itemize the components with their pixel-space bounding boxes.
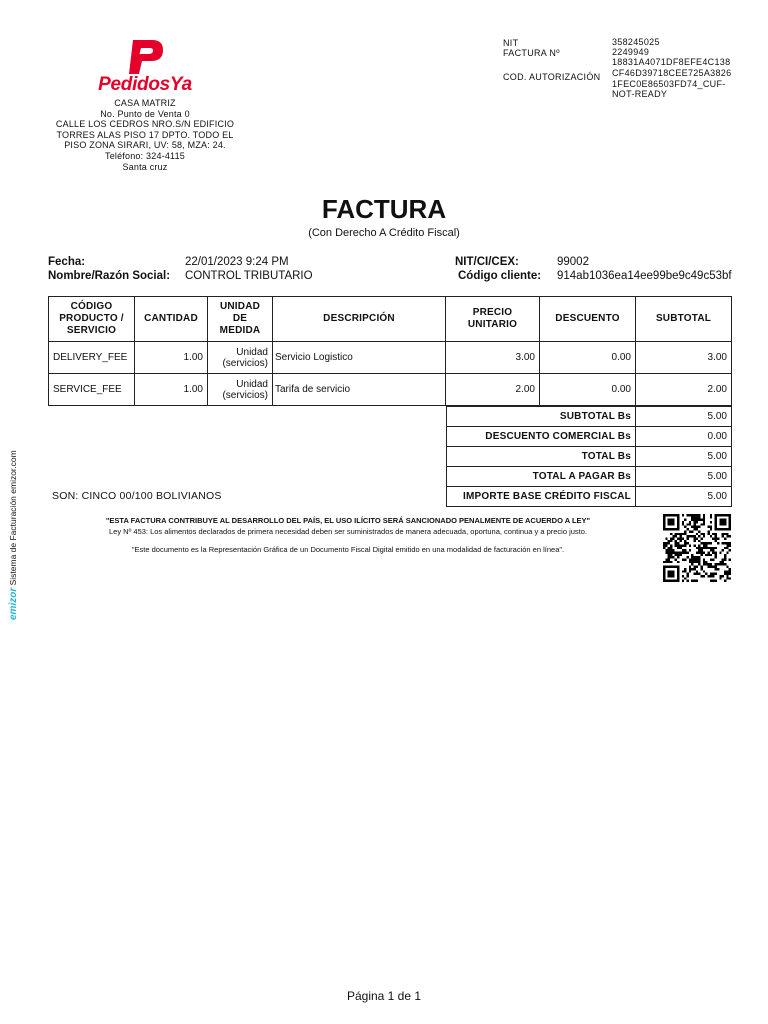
unit-text: Unidad [236, 346, 268, 358]
col-header-codigo [49, 297, 135, 342]
emizor-brand: emizor [8, 587, 19, 620]
digital-document-notice: "Este documento es la Representación Gráfica de un Documento Fiscal Digital emitido en una modalidad de facturación en línea". [131, 545, 565, 554]
cell-descuento: 0.00 [540, 342, 636, 374]
header-text: MEDIDA [219, 325, 261, 336]
company-line: Teléfono: 324-4115 [105, 150, 185, 161]
totals-row [447, 467, 732, 487]
brand-name: PedidosYa [98, 74, 192, 95]
col-header-unidad [208, 297, 273, 342]
descuento-comercial-label: DESCUENTO COMERCIAL Bs [447, 427, 636, 447]
nombre-value: CONTROL TRIBUTARIO [185, 270, 313, 282]
header-text: SERVICIO [66, 325, 117, 336]
header-text: PRODUCTO / [59, 313, 124, 324]
authorization-code-line: CF46D39718CEE725A3826 [612, 68, 732, 78]
emizor-text: Sistema de Facturación emizor.com [8, 450, 18, 586]
nit-label: NIT [503, 38, 519, 48]
table-row [49, 342, 732, 374]
header-text: DE [232, 313, 248, 324]
header-text: PRECIO [472, 307, 513, 318]
col-header-descuento: DESCUENTO [540, 297, 636, 342]
cell-descuento: 0.00 [540, 374, 636, 406]
subtotal-value: 5.00 [636, 407, 732, 427]
codigo-cliente-label: Código cliente: [458, 270, 542, 282]
totals-row [447, 407, 732, 427]
nit-value: 358245025 [612, 37, 660, 47]
company-line: Santa cruz [122, 161, 168, 172]
col-header-cantidad: CANTIDAD [135, 297, 208, 342]
cell-cantidad: 1.00 [135, 342, 208, 374]
table-header-row [49, 297, 732, 342]
fecha-label: Fecha: [48, 256, 86, 268]
nit-ci-value: 99002 [557, 256, 589, 268]
cell-subtotal: 3.00 [636, 342, 732, 374]
page-number: Página 1 de 1 [346, 989, 422, 1003]
fecha-value: 22/01/2023 9:24 PM [185, 256, 289, 268]
items-table [48, 296, 732, 406]
total-pagar-value: 5.00 [636, 467, 732, 487]
header-text: UNITARIO [467, 319, 518, 330]
brand-logo [60, 38, 230, 96]
cell-precio: 2.00 [446, 374, 540, 406]
authorization-code-label: COD. AUTORIZACIÓN [503, 72, 601, 82]
law-notice: Ley Nº 453: Los alimentos declarados de primera necesidad deben ser suministrados de manera adecuada, oportuna, continua y a precio justo. [108, 527, 588, 536]
company-line: CALLE LOS CEDROS NRO.S/N EDIFICIO [55, 119, 235, 130]
total-label: TOTAL Bs [447, 447, 636, 467]
document-title: FACTURA [321, 194, 447, 224]
cell-precio: 3.00 [446, 342, 540, 374]
cell-descripcion: Tarifa de servicio [273, 374, 446, 406]
total-value: 5.00 [636, 447, 732, 467]
descuento-comercial-value: 0.00 [636, 427, 732, 447]
cell-cantidad: 1.00 [135, 374, 208, 406]
subtotal-label: SUBTOTAL Bs [447, 407, 636, 427]
header-text: UNIDAD [219, 301, 261, 312]
unit-text: (servicios) [222, 389, 268, 401]
document-subtitle: (Con Derecho A Crédito Fiscal) [308, 227, 460, 239]
header-text: CÓDIGO [70, 301, 113, 312]
authorization-code-line: 18831A4071DF8EFE4C138 [612, 57, 731, 67]
cell-descripcion: Servicio Logistico [273, 342, 446, 374]
importe-base-label: IMPORTE BASE CRÉDITO FISCAL [447, 487, 636, 507]
nombre-label: Nombre/Razón Social: [48, 270, 171, 282]
cell-unidad [208, 342, 273, 374]
total-pagar-label: TOTAL A PAGAR Bs [447, 467, 636, 487]
cell-codigo: SERVICE_FEE [49, 374, 135, 406]
totals-row [447, 487, 732, 507]
factura-number-value: 2249949 [612, 47, 650, 57]
authorization-code-line: NOT-READY [612, 89, 668, 99]
cell-subtotal: 2.00 [636, 374, 732, 406]
legal-notice: "ESTA FACTURA CONTRIBUYE AL DESARROLLO DEL PAÍS, EL USO ILÍCITO SERÁ SANCIONADO PENALMENTE DE ACUERDO A LEY" [105, 516, 591, 525]
unit-text: Unidad [236, 378, 268, 390]
factura-number-label: FACTURA Nº [503, 48, 560, 58]
totals-row [447, 427, 732, 447]
unit-text: (servicios) [222, 357, 268, 369]
emizor-side-label [8, 450, 19, 620]
qr-code-icon [663, 514, 731, 587]
company-line: PISO ZONA SIRARI, UV: 58, MZA: 24. [64, 140, 226, 151]
importe-base-value: 5.00 [636, 487, 732, 507]
totals-table [446, 406, 732, 507]
nit-ci-label: NIT/CI/CEX: [455, 256, 519, 268]
pedidosya-logo-icon [125, 38, 165, 76]
authorization-code-line: 1FEC0E86503FD74_CUF- [612, 79, 726, 89]
company-info [40, 98, 250, 172]
cell-codigo: DELIVERY_FEE [49, 342, 135, 374]
col-header-subtotal: SUBTOTAL [636, 297, 732, 342]
table-row [49, 374, 732, 406]
amount-in-words: SON: CINCO 00/100 BOLIVIANOS [52, 490, 222, 502]
company-line: CASA MATRIZ [114, 98, 176, 108]
col-header-precio [446, 297, 540, 342]
col-header-descripcion: DESCRIPCIÓN [273, 297, 446, 342]
cell-unidad [208, 374, 273, 406]
totals-row [447, 447, 732, 467]
company-line: No. Punto de Venta 0 [100, 108, 190, 119]
company-line: TORRES ALAS PISO 17 DPTO. TODO EL [56, 129, 234, 140]
codigo-cliente-value: 914ab1036ea14ee99be9c49c53bf [557, 270, 732, 282]
